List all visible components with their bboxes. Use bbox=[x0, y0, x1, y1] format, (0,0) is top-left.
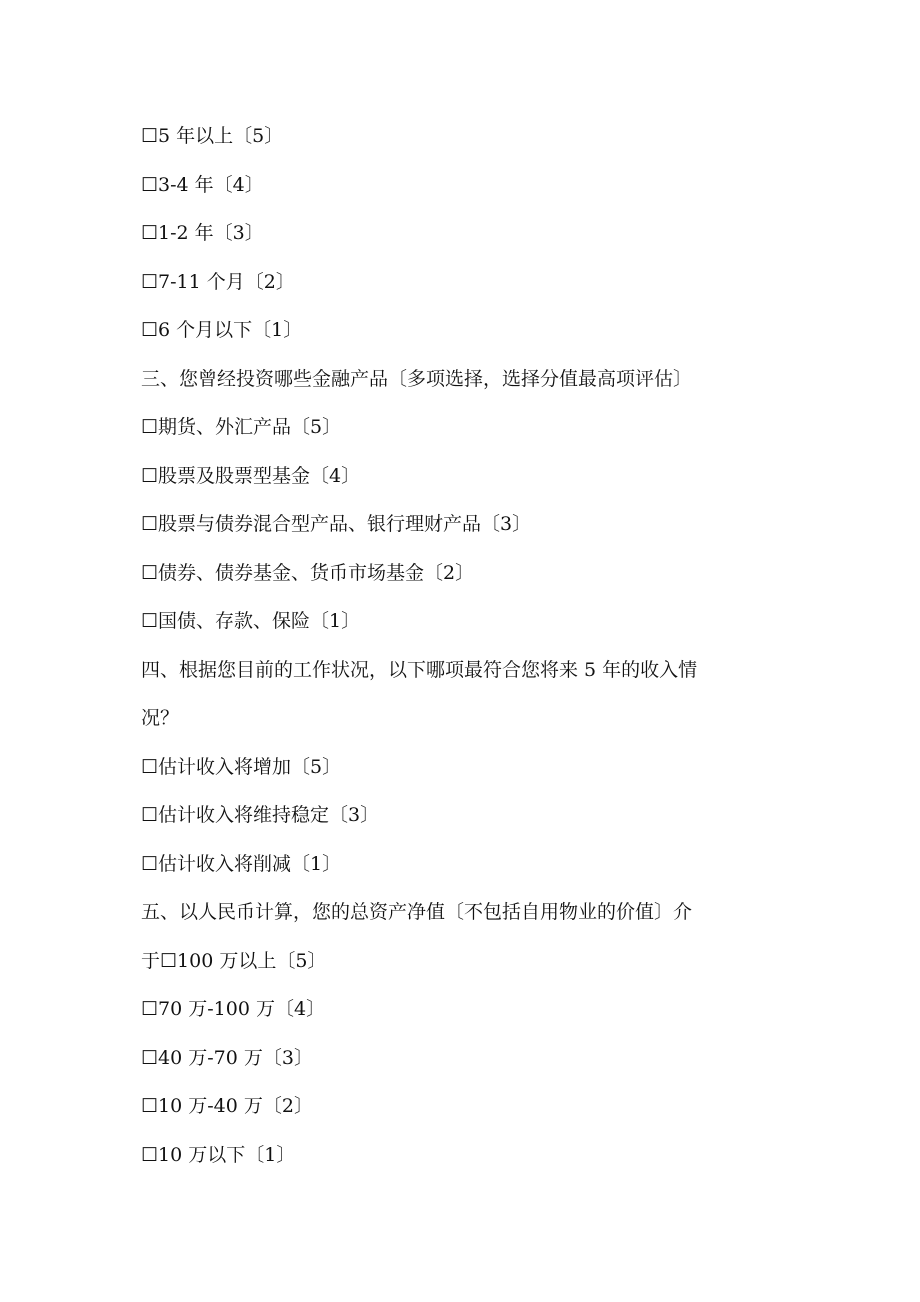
question-4-line-2: 况？ bbox=[141, 707, 180, 729]
question-3: 三、您曾经投资哪些金融产品〔多项选择，选择分值最高项评估〕 bbox=[141, 367, 693, 390]
option-income-stable[interactable]: ☐估计收入将维持稳定〔3〕 bbox=[141, 804, 380, 826]
option-stocks-funds[interactable]: ☐股票及股票型基金〔4〕 bbox=[141, 464, 361, 487]
option-mixed-products[interactable]: ☐股票与债券混合型产品、银行理财产品〔3〕 bbox=[141, 513, 532, 535]
option-5-years-plus[interactable]: ☐5 年以上〔5〕 bbox=[141, 125, 284, 147]
option-7-11-months[interactable]: ☐7-11 个月〔2〕 bbox=[141, 270, 295, 293]
option-under-6-months[interactable]: ☐6 个月以下〔1〕 bbox=[141, 319, 303, 341]
option-futures-forex[interactable]: ☐期货、外汇产品〔5〕 bbox=[141, 416, 342, 438]
option-1-2-years[interactable]: ☐1-2 年〔3〕 bbox=[141, 222, 264, 244]
option-treasury-deposit[interactable]: ☐国债、存款、保险〔1〕 bbox=[141, 610, 361, 632]
option-40-70-wan[interactable]: ☐40 万-70 万〔3〕 bbox=[141, 1046, 313, 1069]
option-income-increase[interactable]: ☐估计收入将增加〔5〕 bbox=[141, 755, 342, 778]
question-4-line-1: 四、根据您目前的工作状况，以下哪项最符合您将来 5 年的收入情 bbox=[141, 658, 698, 681]
option-bonds[interactable]: ☐债券、债券基金、货币市场基金〔2〕 bbox=[141, 561, 475, 584]
option-10-40-wan[interactable]: ☐10 万-40 万〔2〕 bbox=[141, 1095, 313, 1117]
option-70-100-wan[interactable]: ☐70 万-100 万〔4〕 bbox=[141, 998, 326, 1020]
question-5-line-2[interactable]: 于☐100 万以上〔5〕 bbox=[141, 949, 327, 972]
option-3-4-years[interactable]: ☐3-4 年〔4〕 bbox=[141, 173, 264, 196]
document-page bbox=[141, 112, 781, 1179]
question-5-line-1: 五、以人民币计算，您的总资产净值〔不包括自用物业的价值〕介 bbox=[141, 901, 693, 923]
option-income-decrease[interactable]: ☐估计收入将削减〔1〕 bbox=[141, 852, 342, 875]
option-under-10-wan[interactable]: ☐10 万以下〔1〕 bbox=[141, 1143, 296, 1166]
